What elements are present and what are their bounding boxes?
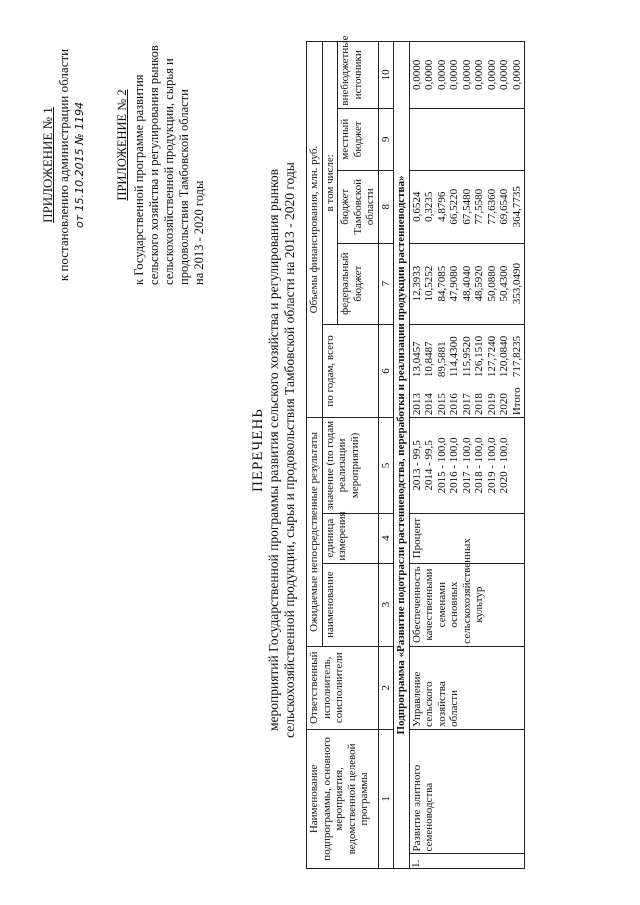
header-offbudget: внебюджетные источники (338, 42, 379, 109)
offbudget-value: 0,0000 (473, 59, 485, 90)
federal-value: 84,7085 (435, 265, 448, 302)
header-local: местный бюджет (338, 108, 379, 170)
year-label: 2013 (410, 393, 423, 416)
total-value: 89,5881 (435, 341, 448, 378)
column-number: 6 (378, 324, 394, 417)
row-name: Развитие элитного семеноводства (409, 729, 525, 854)
decree-signature: от 15.10.2015 № 1194 (73, 101, 86, 229)
year-total (436, 327, 449, 415)
year-total (498, 327, 511, 415)
federal-value: 50,4300 (498, 265, 510, 302)
column-number: 8 (378, 170, 394, 243)
header-total: по годам, всего (322, 324, 378, 417)
offbudget-value: 0,0000 (498, 59, 510, 90)
appendix-2-line: продовольствия Тамбовской области (177, 89, 191, 285)
total-value: 126,1510 (473, 335, 485, 378)
result-value: 2020 - 100,0 (498, 437, 510, 494)
offbudget-value: 0,0000 (423, 59, 435, 90)
table-row (409, 42, 525, 869)
year-total (411, 327, 424, 415)
federal-value: 48,4040 (460, 265, 473, 302)
year-label: 2015 (435, 393, 448, 416)
row-years-totals (409, 324, 525, 417)
appendix-2-line: сельскохозяйственной продукции, сырья и (162, 58, 176, 285)
heading-line: мероприятий Государственной программы развития сельского хозяйства и регулирования рынков (266, 168, 281, 732)
regional-value: 77,6360 (485, 188, 498, 225)
total-value: 127,7240 (485, 335, 498, 378)
offbudget-value: 0,0000 (448, 59, 460, 90)
regional-value: 67,5480 (460, 188, 473, 225)
column-number: 5 (378, 418, 394, 514)
offbudget-value: 0,0000 (485, 59, 498, 90)
year-total (448, 327, 461, 415)
year-label: 2019 (485, 393, 498, 416)
column-number: 10 (378, 42, 394, 109)
federal-value: 12,3933 (410, 265, 423, 302)
federal-value: 50,0880 (485, 265, 498, 302)
federal-value: 353,0490 (510, 263, 523, 305)
appendix-2-block (115, 5, 207, 285)
year-total (486, 327, 499, 415)
year-label: 2016 (448, 393, 460, 416)
heading-title: ПЕРЕЧЕНЬ (250, 408, 266, 492)
offbudget-value: 0,0000 (410, 59, 423, 90)
appendix-2-title: ПРИЛОЖЕНИЕ № 2 (115, 89, 129, 201)
row-federal (409, 243, 525, 324)
offbudget-value: 0,0000 (510, 59, 523, 90)
row-offbudget (409, 42, 525, 109)
header-federal: федеральный бюджет (338, 243, 379, 324)
appendix-1-title: ПРИЛОЖЕНИЕ № 1 (40, 107, 55, 223)
total-value: 717,8235 (510, 335, 523, 378)
regional-value: 0,6524 (410, 191, 423, 222)
total-value: 120,0840 (498, 335, 510, 378)
header-result-unit: единица измерения (322, 513, 378, 563)
column-number: 3 (378, 563, 394, 646)
header-regional: бюджет Тамбовской области (338, 170, 379, 243)
header-result-name: наименование (322, 563, 378, 646)
year-total (473, 327, 486, 415)
result-value: 2019 - 100,0 (485, 437, 498, 494)
header-name: Наименование подпрограммы, основного мероприятия, ведомственной целевой программы (307, 729, 379, 868)
appendix-1-block (40, 5, 88, 325)
row-result: Обеспеченность качественными семенами основных сельскохозяйственных культур (409, 563, 525, 646)
row-unit: Процент (409, 513, 525, 563)
appendix-2-line: на 2013 - 2020 годы (192, 180, 206, 285)
header-executor: Ответственный исполнитель, соисполнители (307, 646, 379, 729)
federal-value: 48,5920 (473, 265, 485, 302)
result-value: 2016 - 100,0 (448, 437, 460, 494)
column-number-row (378, 42, 394, 869)
row-executor: Управление сельского хозяйства области (409, 646, 525, 729)
total-value: 13,0457 (410, 341, 423, 378)
row-values (409, 418, 525, 514)
total-value: 114,4300 (448, 336, 460, 378)
result-value: 2015 - 100,0 (435, 437, 448, 494)
regional-value: 69,6540 (498, 188, 510, 225)
measures-table (306, 35, 525, 869)
regional-value: 364,7735 (510, 186, 523, 228)
year-label: 2020 (498, 393, 510, 416)
year-total (461, 327, 474, 415)
total-value: 115,9520 (460, 336, 473, 378)
heading-line: сельскохозяйственной продукции, сырья и продовольствия Тамбовской области на 2013 - 2020 годы (282, 162, 297, 738)
row-number: 1. (409, 854, 525, 869)
result-value: 2017 - 100,0 (460, 437, 473, 494)
year-label: 2018 (473, 393, 485, 416)
regional-value: 4,8796 (435, 191, 448, 222)
federal-value: 47,9080 (448, 265, 460, 302)
offbudget-value: 0,0000 (435, 59, 448, 90)
year-label: 2014 (423, 393, 435, 416)
column-number: 4 (378, 513, 394, 563)
subprogram-title: Подпрограмма «Развитие подотрасли растениеводства, переработки и реализации продукции растениеводства» (394, 42, 410, 869)
appendix-2-line: сельского хозяйства и регулирования рынков (147, 45, 161, 285)
regional-value: 66,5220 (448, 188, 460, 225)
offbudget-value: 0,0000 (460, 59, 473, 90)
subprogram-row (394, 42, 410, 869)
result-value: 2018 - 100,0 (473, 437, 485, 494)
column-number: 7 (378, 243, 394, 324)
header-funding: Объемы финансирования, млн. руб. (307, 42, 323, 418)
header-including: в том числе: (322, 42, 338, 325)
document-heading (250, 35, 298, 865)
year-total (423, 327, 436, 415)
year-total (511, 327, 524, 415)
column-number: 9 (378, 108, 394, 170)
header-result-value: значение (по годам реализации мероприятий) (322, 418, 378, 514)
row-local (409, 108, 525, 170)
column-number: 1 (378, 729, 394, 868)
regional-value: 77,5580 (473, 188, 485, 225)
federal-value: 10,5252 (423, 265, 435, 302)
header-expected-results: Ожидаемые непосредственные результаты (307, 418, 323, 647)
appendix-1-line: к постановлению администрации области (56, 48, 71, 282)
column-number: 2 (378, 646, 394, 729)
result-value: 2014 - 99,5 (423, 440, 435, 491)
regional-value: 0,3235 (423, 191, 435, 222)
appendix-2-line: к Государственной программе развития (132, 74, 146, 285)
year-label: Итого (510, 387, 523, 416)
row-regional (409, 170, 525, 243)
result-value: 2013 - 99,5 (410, 440, 423, 491)
year-label: 2017 (460, 393, 473, 416)
total-value: 10,8487 (423, 341, 435, 378)
